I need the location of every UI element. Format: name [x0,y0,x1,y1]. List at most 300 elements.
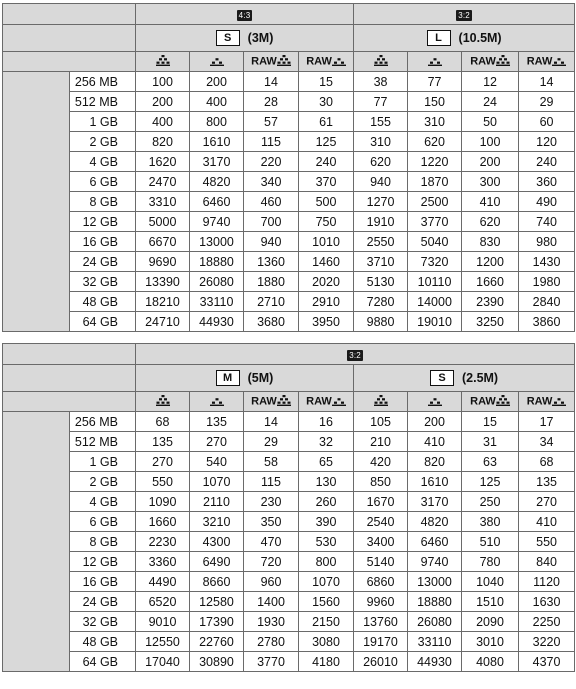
shot-count-cell: 1070 [190,472,244,492]
shot-count-cell: 12580 [190,592,244,612]
raw-label: RAW [306,55,332,68]
shot-count-cell: 830 [462,232,519,252]
shot-count-cell: 980 [519,232,575,252]
shot-count-cell: 820 [136,132,190,152]
shot-count-cell: 13000 [408,572,462,592]
shot-count-cell: 5040 [408,232,462,252]
shot-count-cell: 1870 [408,172,462,192]
quality-raw-standard-header [299,52,354,72]
shot-count-cell: 240 [299,152,354,172]
quality-fine-header [354,52,408,72]
shot-count-cell: 2910 [299,292,354,312]
shot-count-cell: 1090 [136,492,190,512]
shot-count-cell: 50 [462,112,519,132]
standard-quality-icon [332,395,346,409]
memory-capacity-cell: 8 GB [70,532,136,552]
table-row [3,132,575,152]
picture-size-label: (3M) [247,31,274,45]
shot-count-cell: 3010 [462,632,519,652]
shot-count-cell: 3250 [462,312,519,332]
shot-count-cell: 125 [462,472,519,492]
table-row [3,532,575,552]
shot-count-cell: 26080 [408,612,462,632]
shot-count-cell: 68 [136,412,190,432]
shot-count-cell: 400 [190,92,244,112]
shot-count-cell: 19010 [408,312,462,332]
shot-count-cell: 4820 [408,512,462,532]
aspect-ratio-icon: 3:2 [458,11,470,20]
table-row [3,592,575,612]
shot-count-cell: 58 [244,452,299,472]
shot-count-cell: 14 [244,412,299,432]
shot-count-cell: 7320 [408,252,462,272]
memory-capacity-cell: 6 GB [70,512,136,532]
shot-count-cell: 750 [299,212,354,232]
shot-count-cell: 340 [244,172,299,192]
picture-size-header [136,25,354,52]
table-row [3,632,575,652]
shot-count-cell: 6670 [136,232,190,252]
shot-count-cell: 130 [299,472,354,492]
shot-count-cell: 22760 [190,632,244,652]
table-row [3,92,575,112]
shot-count-cell: 700 [244,212,299,232]
shot-count-cell: 3360 [136,552,190,572]
shot-count-cell: 60 [519,112,575,132]
picture-size-header [136,365,354,392]
raw-label: RAW [251,55,277,68]
memory-capacity-cell: 512 MB [70,92,136,112]
quality-raw-fine-header [244,52,299,72]
table-row [3,612,575,632]
fine-quality-icon [374,395,388,409]
quality-standard-header [408,52,462,72]
corner-cell [3,344,136,365]
shot-count-cell: 115 [244,472,299,492]
memory-capacity-cell: 4 GB [70,492,136,512]
shot-count-cell: 65 [299,452,354,472]
shot-count-cell: 360 [519,172,575,192]
table-row [3,292,575,312]
shot-count-cell: 270 [190,432,244,452]
table-row [3,192,575,212]
shot-count-cell: 3310 [136,192,190,212]
picture-size-icon: M [216,370,240,386]
shot-count-cell: 4080 [462,652,519,672]
shot-count-cell: 150 [408,92,462,112]
raw-label: RAW [526,395,553,408]
picture-size-label: (10.5M) [458,31,502,45]
shot-count-cell: 620 [462,212,519,232]
shot-count-cell: 940 [354,172,408,192]
corner-cell [3,52,136,72]
shot-count-cell: 200 [190,72,244,92]
shot-count-cell: 1400 [244,592,299,612]
shot-count-cell: 31 [462,432,519,452]
shot-count-cell: 6460 [190,192,244,212]
shot-count-cell: 1880 [244,272,299,292]
shot-count-cell: 1610 [408,472,462,492]
fine-quality-icon [496,395,510,409]
shot-count-cell: 61 [299,112,354,132]
shot-count-cell: 5140 [354,552,408,572]
shot-count-cell: 100 [462,132,519,152]
shot-count-cell: 6460 [408,532,462,552]
shot-count-cell: 2090 [462,612,519,632]
shot-count-cell: 850 [354,472,408,492]
shot-count-cell: 26080 [190,272,244,292]
aspect-ratio-header [136,4,354,25]
shot-count-cell: 1660 [136,512,190,532]
row-group-cell [3,72,70,332]
shot-count-cell: 3710 [354,252,408,272]
shot-count-cell: 2390 [462,292,519,312]
table-row [3,472,575,492]
picture-size-icon: L [427,30,451,46]
shot-count-cell: 1630 [519,592,575,612]
shot-count-cell: 8660 [190,572,244,592]
shot-count-cell: 29 [519,92,575,112]
shot-count-cell: 30890 [190,652,244,672]
shot-count-cell: 3770 [244,652,299,672]
table-body [3,412,575,672]
shot-count-cell: 105 [354,412,408,432]
aspect-ratio-header [136,344,575,365]
shot-count-cell: 18880 [190,252,244,272]
shot-count-cell: 1660 [462,272,519,292]
shot-count-cell: 2500 [408,192,462,212]
shot-count-cell: 155 [354,112,408,132]
shot-count-cell: 1200 [462,252,519,272]
shot-count-cell: 540 [190,452,244,472]
shot-count-cell: 4180 [299,652,354,672]
shot-count-cell: 1620 [136,152,190,172]
shot-count-cell: 490 [519,192,575,212]
shot-count-cell: 820 [408,452,462,472]
table-row [3,212,575,232]
shot-count-cell: 13760 [354,612,408,632]
shot-count-cell: 135 [519,472,575,492]
shot-count-cell: 310 [408,112,462,132]
standard-quality-icon [552,395,566,409]
shot-count-cell: 7280 [354,292,408,312]
shot-count-cell: 4820 [190,172,244,192]
standard-quality-icon [552,55,566,69]
row-group-cell [3,412,70,672]
shot-count-cell: 12 [462,72,519,92]
shot-count-cell: 270 [136,452,190,472]
memory-capacity-cell: 1 GB [70,452,136,472]
shot-count-cell: 5000 [136,212,190,232]
shot-count-cell: 77 [408,72,462,92]
shot-count-cell: 4490 [136,572,190,592]
shot-count-cell: 15 [299,72,354,92]
shot-count-cell: 960 [244,572,299,592]
shot-count-cell: 1010 [299,232,354,252]
table-row [3,652,575,672]
shot-count-cell: 200 [462,152,519,172]
shot-count-cell: 800 [299,552,354,572]
shot-count-cell: 3170 [190,152,244,172]
shot-count-cell: 24710 [136,312,190,332]
shot-count-cell: 2840 [519,292,575,312]
shot-count-cell: 1930 [244,612,299,632]
shot-count-cell: 13000 [190,232,244,252]
shot-count-cell: 780 [462,552,519,572]
table-row [3,72,575,92]
memory-capacity-cell: 16 GB [70,572,136,592]
shot-count-cell: 3080 [299,632,354,652]
shot-count-cell: 220 [244,152,299,172]
shot-count-cell: 380 [462,512,519,532]
picture-size-icon: S [216,30,240,46]
memory-capacity-cell: 12 GB [70,552,136,572]
quality-standard-header [408,392,462,412]
quality-header-row [3,52,575,72]
table-row [3,112,575,132]
quality-fine-header [354,392,408,412]
shot-count-cell: 125 [299,132,354,152]
shot-count-cell: 6490 [190,552,244,572]
shot-count-cell: 135 [136,432,190,452]
shot-count-cell: 530 [299,532,354,552]
shot-count-cell: 9880 [354,312,408,332]
shot-count-cell: 460 [244,192,299,212]
shot-count-cell: 270 [519,492,575,512]
shot-count-cell: 5130 [354,272,408,292]
memory-capacity-cell: 6 GB [70,172,136,192]
table-row [3,492,575,512]
aspect-ratio-header [354,4,575,25]
shot-count-cell: 1270 [354,192,408,212]
shot-count-cell: 19170 [354,632,408,652]
table-row [3,432,575,452]
shot-count-cell: 4370 [519,652,575,672]
shot-count-cell: 470 [244,532,299,552]
corner-cell [3,4,136,25]
table-row [3,152,575,172]
shot-count-cell: 1510 [462,592,519,612]
standard-quality-icon [210,395,224,409]
shot-count-cell: 1560 [299,592,354,612]
shot-count-cell: 410 [462,192,519,212]
fine-quality-icon [277,55,291,69]
shot-count-cell: 26010 [354,652,408,672]
shot-count-cell: 1070 [299,572,354,592]
shot-count-cell: 210 [354,432,408,452]
shot-count-cell: 9740 [190,212,244,232]
raw-label: RAW [251,395,277,408]
quality-fine-header [136,52,190,72]
shot-count-cell: 1460 [299,252,354,272]
shot-count-cell: 34 [519,432,575,452]
table-row [3,572,575,592]
shot-count-cell: 77 [354,92,408,112]
table-row [3,412,575,432]
shot-count-cell: 44930 [190,312,244,332]
shot-count-cell: 38 [354,72,408,92]
shot-count-cell: 17 [519,412,575,432]
shot-count-cell: 240 [519,152,575,172]
shot-count-cell: 12550 [136,632,190,652]
memory-capacity-cell: 16 GB [70,232,136,252]
corner-cell [3,392,136,412]
shot-count-cell: 14000 [408,292,462,312]
shot-count-cell: 1980 [519,272,575,292]
shot-count-cell: 32 [299,432,354,452]
table-row [3,232,575,252]
shot-count-cell: 620 [354,152,408,172]
shot-count-cell: 3400 [354,532,408,552]
picture-size-label: (2.5M) [461,371,499,385]
memory-capacity-cell: 48 GB [70,292,136,312]
quality-raw-standard-header [299,392,354,412]
shot-count-cell: 9690 [136,252,190,272]
shot-count-cell: 840 [519,552,575,572]
quality-raw-standard-header [519,392,575,412]
shot-count-cell: 550 [519,532,575,552]
shot-count-cell: 14 [244,72,299,92]
shot-count-cell: 510 [462,532,519,552]
shot-count-cell: 2710 [244,292,299,312]
standard-quality-icon [428,55,442,69]
shot-count-cell: 1120 [519,572,575,592]
shot-count-cell: 400 [136,112,190,132]
shot-count-cell: 3860 [519,312,575,332]
table-row [3,552,575,572]
standard-quality-icon [210,55,224,69]
quality-standard-header [190,52,244,72]
shot-count-cell: 260 [299,492,354,512]
fine-quality-icon [277,395,291,409]
shot-count-cell: 2150 [299,612,354,632]
quality-raw-fine-header [462,392,519,412]
capacity-table-1 [2,3,575,332]
shot-count-cell: 3770 [408,212,462,232]
standard-quality-icon [428,395,442,409]
shot-count-cell: 9740 [408,552,462,572]
shot-count-cell: 9960 [354,592,408,612]
quality-header-row [3,392,575,412]
shot-count-cell: 4300 [190,532,244,552]
shot-count-cell: 3220 [519,632,575,652]
shot-count-cell: 18210 [136,292,190,312]
quality-fine-header [136,392,190,412]
memory-capacity-cell: 2 GB [70,132,136,152]
shot-count-cell: 300 [462,172,519,192]
quality-raw-fine-header [244,392,299,412]
shot-count-cell: 2470 [136,172,190,192]
shot-count-cell: 1040 [462,572,519,592]
shot-count-cell: 17390 [190,612,244,632]
shot-count-cell: 2550 [354,232,408,252]
shot-count-cell: 3950 [299,312,354,332]
memory-capacity-cell: 4 GB [70,152,136,172]
shot-count-cell: 500 [299,192,354,212]
table-row [3,252,575,272]
capacity-table-2 [2,343,575,672]
shot-count-cell: 230 [244,492,299,512]
shot-count-cell: 6520 [136,592,190,612]
table-row [3,512,575,532]
shot-count-cell: 17040 [136,652,190,672]
shot-count-cell: 30 [299,92,354,112]
shot-count-cell: 15 [462,412,519,432]
memory-capacity-cell: 256 MB [70,412,136,432]
memory-capacity-cell: 64 GB [70,312,136,332]
shot-count-cell: 940 [244,232,299,252]
shot-count-cell: 18880 [408,592,462,612]
fine-quality-icon [374,55,388,69]
shot-count-cell: 1670 [354,492,408,512]
shot-count-cell: 410 [519,512,575,532]
shot-count-cell: 620 [408,132,462,152]
shot-count-cell: 800 [190,112,244,132]
fine-quality-icon [156,55,170,69]
shot-count-cell: 115 [244,132,299,152]
shot-count-cell: 6860 [354,572,408,592]
quality-raw-standard-header [519,52,575,72]
shot-count-cell: 9010 [136,612,190,632]
shot-count-cell: 550 [136,472,190,492]
fine-quality-icon [156,395,170,409]
shot-count-cell: 2250 [519,612,575,632]
shot-count-cell: 29 [244,432,299,452]
shot-count-cell: 33110 [190,292,244,312]
shot-count-cell: 200 [408,412,462,432]
shot-count-cell: 1910 [354,212,408,232]
memory-capacity-cell: 12 GB [70,212,136,232]
memory-capacity-cell: 256 MB [70,72,136,92]
shot-count-cell: 2110 [190,492,244,512]
shot-count-cell: 13390 [136,272,190,292]
shot-count-cell: 350 [244,512,299,532]
memory-capacity-cell: 64 GB [70,652,136,672]
shot-count-cell: 200 [136,92,190,112]
shot-count-cell: 14 [519,72,575,92]
table-row [3,172,575,192]
table-row [3,452,575,472]
fine-quality-icon [496,55,510,69]
corner-cell [3,365,136,392]
shot-count-cell: 3170 [408,492,462,512]
shot-count-cell: 28 [244,92,299,112]
corner-cell [3,25,136,52]
picture-size-icon: S [430,370,454,386]
table-row [3,312,575,332]
shot-count-cell: 135 [190,412,244,432]
shot-count-cell: 10110 [408,272,462,292]
picture-size-header [354,25,575,52]
shot-count-cell: 1220 [408,152,462,172]
memory-capacity-cell: 24 GB [70,592,136,612]
shot-count-cell: 100 [136,72,190,92]
shot-count-cell: 420 [354,452,408,472]
shot-count-cell: 3210 [190,512,244,532]
shot-count-cell: 120 [519,132,575,152]
memory-capacity-cell: 2 GB [70,472,136,492]
shot-count-cell: 2020 [299,272,354,292]
shot-count-cell: 370 [299,172,354,192]
quality-standard-header [190,392,244,412]
shot-count-cell: 2540 [354,512,408,532]
shot-count-cell: 33110 [408,632,462,652]
shot-count-cell: 250 [462,492,519,512]
aspect-ratio-icon: 3:2 [349,351,361,360]
raw-label: RAW [470,55,496,68]
memory-capacity-cell: 24 GB [70,252,136,272]
quality-raw-fine-header [462,52,519,72]
